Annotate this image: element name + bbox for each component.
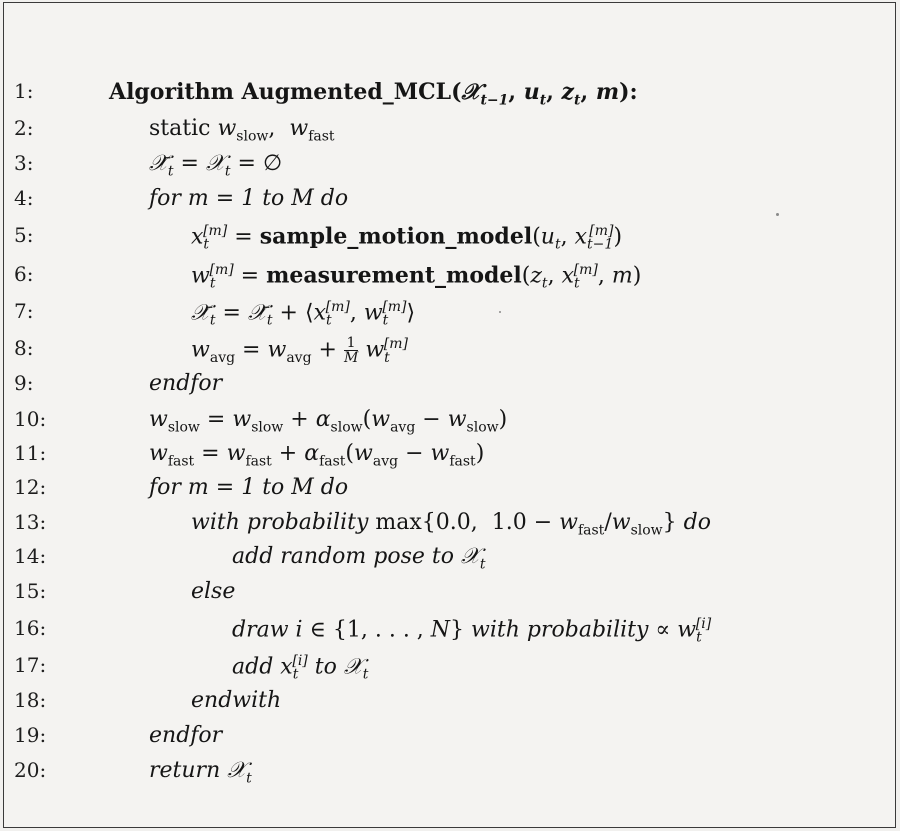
line-text: $𝒳̄_t$ = 𝒳$_t$ = ∅: [149, 151, 283, 180]
line-text: static $w_{slow}$, $w_{fast}$: [149, 116, 335, 145]
line-number: 2:: [14, 116, 34, 140]
line-number: 20:: [14, 758, 47, 782]
line-text: for m = 1 to M do: [149, 186, 349, 211]
line-number: 12:: [14, 475, 47, 499]
algorithm-line: [4, 723, 884, 759]
algorithm-line: [4, 688, 884, 724]
line-number: 14:: [14, 544, 47, 568]
algorithm-line: [4, 510, 884, 546]
line-text: $w_{slow} = w_{slow} + \alpha_{slow}(w_{avg} - w_{slow})$: [149, 407, 508, 436]
line-number: 16:: [14, 616, 47, 640]
algorithm-box: [3, 2, 896, 828]
line-number: 1:: [14, 79, 34, 103]
line-number: 9:: [14, 371, 34, 395]
algorithm-line: [4, 151, 884, 187]
line-number: 18:: [14, 688, 47, 712]
line-number: 10:: [14, 407, 47, 431]
line-text: $w_{fast} = w_{fast} + \alpha_{fast}(w_{avg} - w_{fast})$: [149, 441, 485, 470]
line-text: Algorithm Augmented_MCL(𝒳$_{t-1}$, $u_t$, $z_t$, m):: [109, 79, 638, 109]
scan-speck: [499, 311, 501, 313]
line-text: $x_t[m]$ = $sample\_motion\_model(u_t$, $x_{t-1}[m]$): [191, 223, 623, 253]
algorithm-line: [4, 79, 884, 115]
line-number: 4:: [14, 186, 34, 210]
algorithm-line: [4, 336, 884, 372]
scan-speck: [776, 213, 779, 216]
algorithm-line: [4, 441, 884, 477]
line-text: $w_{avg} = w_{avg}$ + $\frac{1}{M}$ $w_t[m]$: [191, 335, 408, 366]
line-number: 8:: [14, 336, 34, 360]
line-text: endfor: [149, 371, 223, 396]
line-text: with probability max{0.0, $1.0 - w_{fast}/w_{slow}$} do: [191, 510, 711, 539]
line-text: add $x_t[i]$ to 𝒳$_t$: [232, 653, 369, 683]
line-text: else: [191, 579, 236, 604]
algorithm-line: [4, 407, 884, 443]
algorithm-line: [4, 299, 884, 335]
algorithm-line: [4, 579, 884, 615]
line-number: 11:: [14, 441, 47, 465]
algorithm-line: [4, 371, 884, 407]
line-text: $𝒳̄_t$ = $𝒳̄_t$ + $⟨x_t[m]$, $w_t[m]⟩$: [191, 299, 416, 329]
line-number: 17:: [14, 653, 47, 677]
algorithm-line: [4, 653, 884, 689]
line-number: 15:: [14, 579, 47, 603]
line-number: 19:: [14, 723, 47, 747]
algorithm-line: [4, 616, 884, 652]
line-text: endfor: [149, 723, 223, 748]
algorithm-line: [4, 223, 884, 259]
line-number: 3:: [14, 151, 34, 175]
algorithm-line: [4, 475, 884, 511]
line-text: $w_t[m]$ = $measurement\_model(z_t$, $x_t[m]$, m): [191, 262, 642, 292]
line-number: 13:: [14, 510, 47, 534]
line-text: for m = 1 to M do: [149, 475, 349, 500]
line-number: 7:: [14, 299, 34, 323]
line-text: draw i ∈ {1, . . . , N} with probability ∝ $w_t[i]$: [232, 616, 712, 646]
algorithm-line: [4, 758, 884, 794]
line-text: add random pose to 𝒳$_t$: [232, 544, 486, 573]
algorithm-line: [4, 544, 884, 580]
line-text: return 𝒳$_t$: [149, 758, 252, 787]
line-text: endwith: [191, 688, 282, 713]
algorithm-line: [4, 116, 884, 152]
algorithm-line: [4, 262, 884, 298]
line-number: 5:: [14, 223, 34, 247]
line-number: 6:: [14, 262, 34, 286]
algorithm-line: [4, 186, 884, 222]
